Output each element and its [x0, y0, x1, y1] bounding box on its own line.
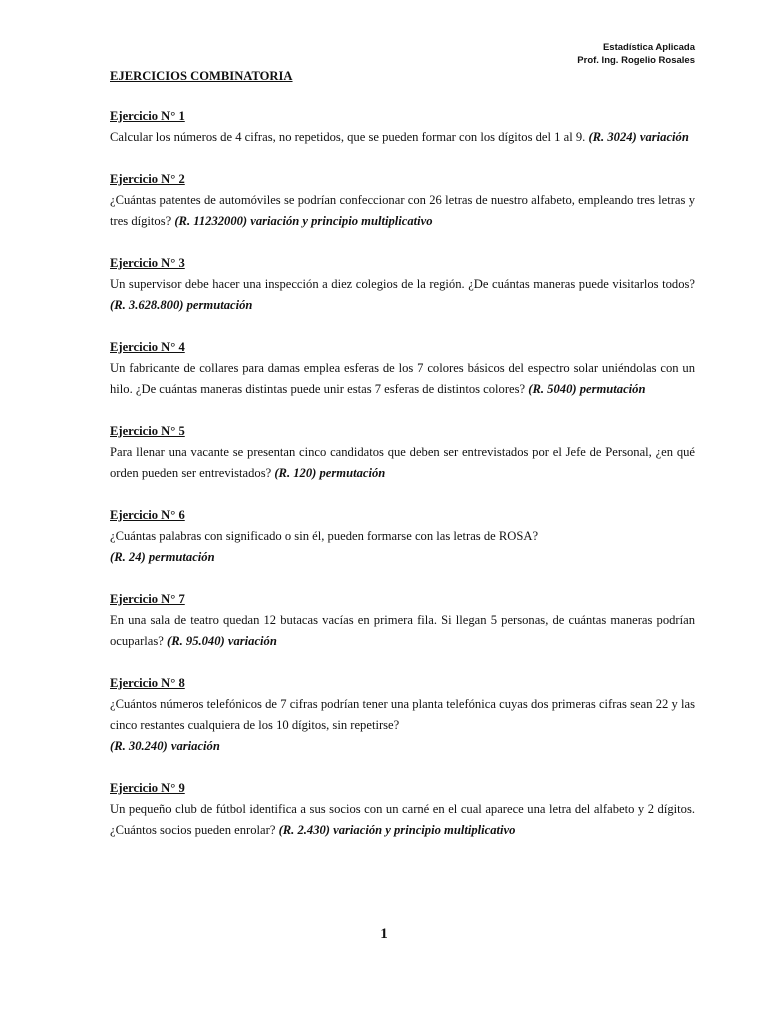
exercise-8	[110, 673, 695, 757]
exercise-text: Calcular los números de 4 cifras, no repetidos, que se pueden formar con los dígitos del 1 al 9.	[110, 130, 589, 144]
exercise-body	[110, 610, 695, 652]
exercise-title: Ejercicio N° 2	[110, 172, 185, 186]
exercise-answer: (R. 3024) variación	[588, 130, 689, 144]
exercise-body	[110, 274, 695, 316]
exercise-6	[110, 505, 695, 568]
exercise-answer: (R. 120) permutación	[274, 466, 386, 480]
exercise-title: Ejercicio N° 8	[110, 676, 185, 690]
exercise-title: Ejercicio N° 1	[110, 109, 185, 123]
document-content	[110, 66, 695, 862]
exercise-answer: (R. 3.628.800) permutación	[110, 298, 253, 312]
exercise-title: Ejercicio N° 5	[110, 424, 185, 438]
exercise-3	[110, 253, 695, 316]
exercise-body	[110, 190, 695, 232]
exercise-5	[110, 421, 695, 484]
exercise-1	[110, 106, 695, 148]
exercise-title: Ejercicio N° 6	[110, 508, 185, 522]
exercise-text: ¿Cuántas patentes de automóviles se podrían confeccionar con 26 letras de nuestro alfabeto, empleando tres letras y tres dígitos?	[110, 193, 695, 228]
exercise-title: Ejercicio N° 9	[110, 781, 185, 795]
exercise-body	[110, 358, 695, 400]
exercise-text: Para llenar una vacante se presentan cinco candidatos que deben ser entrevistados por el Jefe de Personal, ¿en qué orden pueden ser entrevistados?	[110, 445, 695, 480]
exercise-text: ¿Cuántos números telefónicos de 7 cifras podrían tener una planta telefónica cuyas dos primeras cifras sean 22 y las cinco restantes cualquiera de los 10 dígitos, sin repetirse?	[110, 697, 695, 732]
page-header	[577, 41, 695, 67]
exercise-body	[110, 127, 695, 148]
exercise-answer: (R. 24) permutación	[110, 550, 215, 564]
exercise-4	[110, 337, 695, 400]
exercise-text: Un pequeño club de fútbol identifica a sus socios con un carné en el cual aparece una letra del alfabeto y 2 dígitos. ¿Cuántos socios pueden enrolar?	[110, 802, 695, 837]
page-number: 1	[380, 926, 388, 942]
exercise-title: Ejercicio N° 4	[110, 340, 185, 354]
exercise-body	[110, 694, 695, 757]
exercise-text: ¿Cuántas palabras con significado o sin él, pueden formarse con las letras de ROSA?	[110, 529, 539, 543]
exercise-body	[110, 526, 695, 568]
exercise-title: Ejercicio N° 7	[110, 592, 185, 606]
exercise-9	[110, 778, 695, 841]
exercise-answer: (R. 95.040) variación	[167, 634, 277, 648]
exercise-text: En una sala de teatro quedan 12 butacas vacías en primera fila. Si llegan 5 personas, de cuántas maneras podrían ocuparlas?	[110, 613, 695, 648]
document-title: EJERCICIOS COMBINATORIA	[110, 69, 293, 83]
exercise-text: Un supervisor debe hacer una inspección a diez colegios de la región. ¿De cuántas maneras puede visitarlos todos?	[110, 277, 695, 291]
exercise-7	[110, 589, 695, 652]
exercise-text: Un fabricante de collares para damas emplea esferas de los 7 colores básicos del espectro solar uniéndolas con un hilo. ¿De cuántas maneras distintas puede unir estas 7 esferas de distintos colores?	[110, 361, 695, 396]
exercise-body	[110, 442, 695, 484]
exercise-body	[110, 799, 695, 841]
exercise-2	[110, 169, 695, 232]
exercise-answer: (R. 5040) permutación	[528, 382, 646, 396]
exercise-answer: (R. 2.430) variación y principio multiplicativo	[278, 823, 516, 837]
professor-name: Prof. Ing. Rogelio Rosales	[577, 55, 695, 66]
course-name: Estadística Aplicada	[602, 42, 695, 53]
exercise-answer: (R. 30.240) variación	[110, 739, 220, 753]
exercise-answer: (R. 11232000) variación y principio multiplicativo	[174, 214, 433, 228]
exercise-title: Ejercicio N° 3	[110, 256, 185, 270]
